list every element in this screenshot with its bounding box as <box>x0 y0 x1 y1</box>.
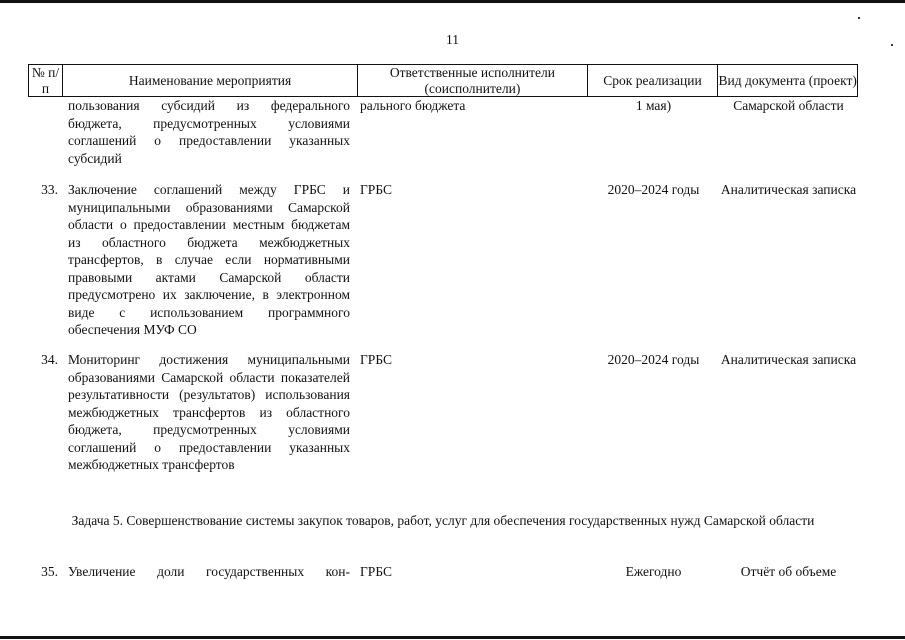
row-term: 1 мая) <box>635 98 672 113</box>
header-document-type: Вид документа (проект) <box>718 72 857 88</box>
header-responsible: Ответственные исполнители (соисполнители) <box>358 65 587 96</box>
measures-table <box>28 64 858 501</box>
row-responsible: ГРБС <box>360 182 392 197</box>
row-measure-name: Увеличение доли государственных кон- <box>68 564 350 579</box>
row-document-type: Отчёт об объеме <box>740 564 837 579</box>
row-number: 35. <box>41 564 58 579</box>
table-row <box>28 181 858 351</box>
row-document-type: Аналитическая записка <box>720 182 857 197</box>
table-header <box>28 64 858 97</box>
row-measure-name: Заключение соглашений между ГРБС и муниципальными образованиями Самарской области о предоставлении местным бюджетам из областного бюджета межбюджетных трансфертов, в случае если нормативными правовыми актами Самарской области предусмотрено их заключение, в электронном виде с использованием программного обеспечения МУФ СО <box>68 182 350 337</box>
row-term: 2020–2024 годы <box>607 352 700 367</box>
header-term: Срок реализации <box>588 65 719 96</box>
row-number: 33. <box>41 182 58 197</box>
page-number: 11 <box>446 32 459 47</box>
row-document-type: Аналитическая записка <box>720 352 857 367</box>
row-number <box>28 97 62 181</box>
row-measure-name: пользования субсидий из федерального бюджета, предусмотренных условиями соглашений о предоставлении указанных субсидий <box>68 98 350 166</box>
row-responsible: ГРБС <box>360 352 392 367</box>
bottom-scan-border <box>0 636 905 639</box>
header-number: № п/п <box>29 65 63 96</box>
row-document-type: Самарской области <box>733 98 844 113</box>
row-responsible: рального бюджета <box>360 98 466 113</box>
header-measure-name: Наименование мероприятия <box>63 65 358 96</box>
row-responsible: ГРБС <box>360 564 392 579</box>
table-row <box>28 351 858 501</box>
table-row <box>28 563 858 581</box>
row-term: Ежегодно <box>625 564 682 579</box>
table-row <box>28 97 858 181</box>
row-number: 34. <box>41 352 58 367</box>
task-heading: Задача 5. Совершенствование системы закупок товаров, работ, услуг для обеспечения государственных нужд Самарской области <box>71 513 815 528</box>
row-term: 2020–2024 годы <box>607 182 700 197</box>
measures-table-continued <box>28 563 858 581</box>
scan-speck <box>858 17 860 19</box>
top-scan-border <box>0 0 905 3</box>
row-measure-name: Мониторинг достижения муниципальными образованиями Самарской области показателей результативности (результатов) использования межбюджетных трансфертов из областного бюджета, предусмотренных условиями соглашений о предоставлении указанных межбюджетных трансфертов <box>68 352 350 472</box>
